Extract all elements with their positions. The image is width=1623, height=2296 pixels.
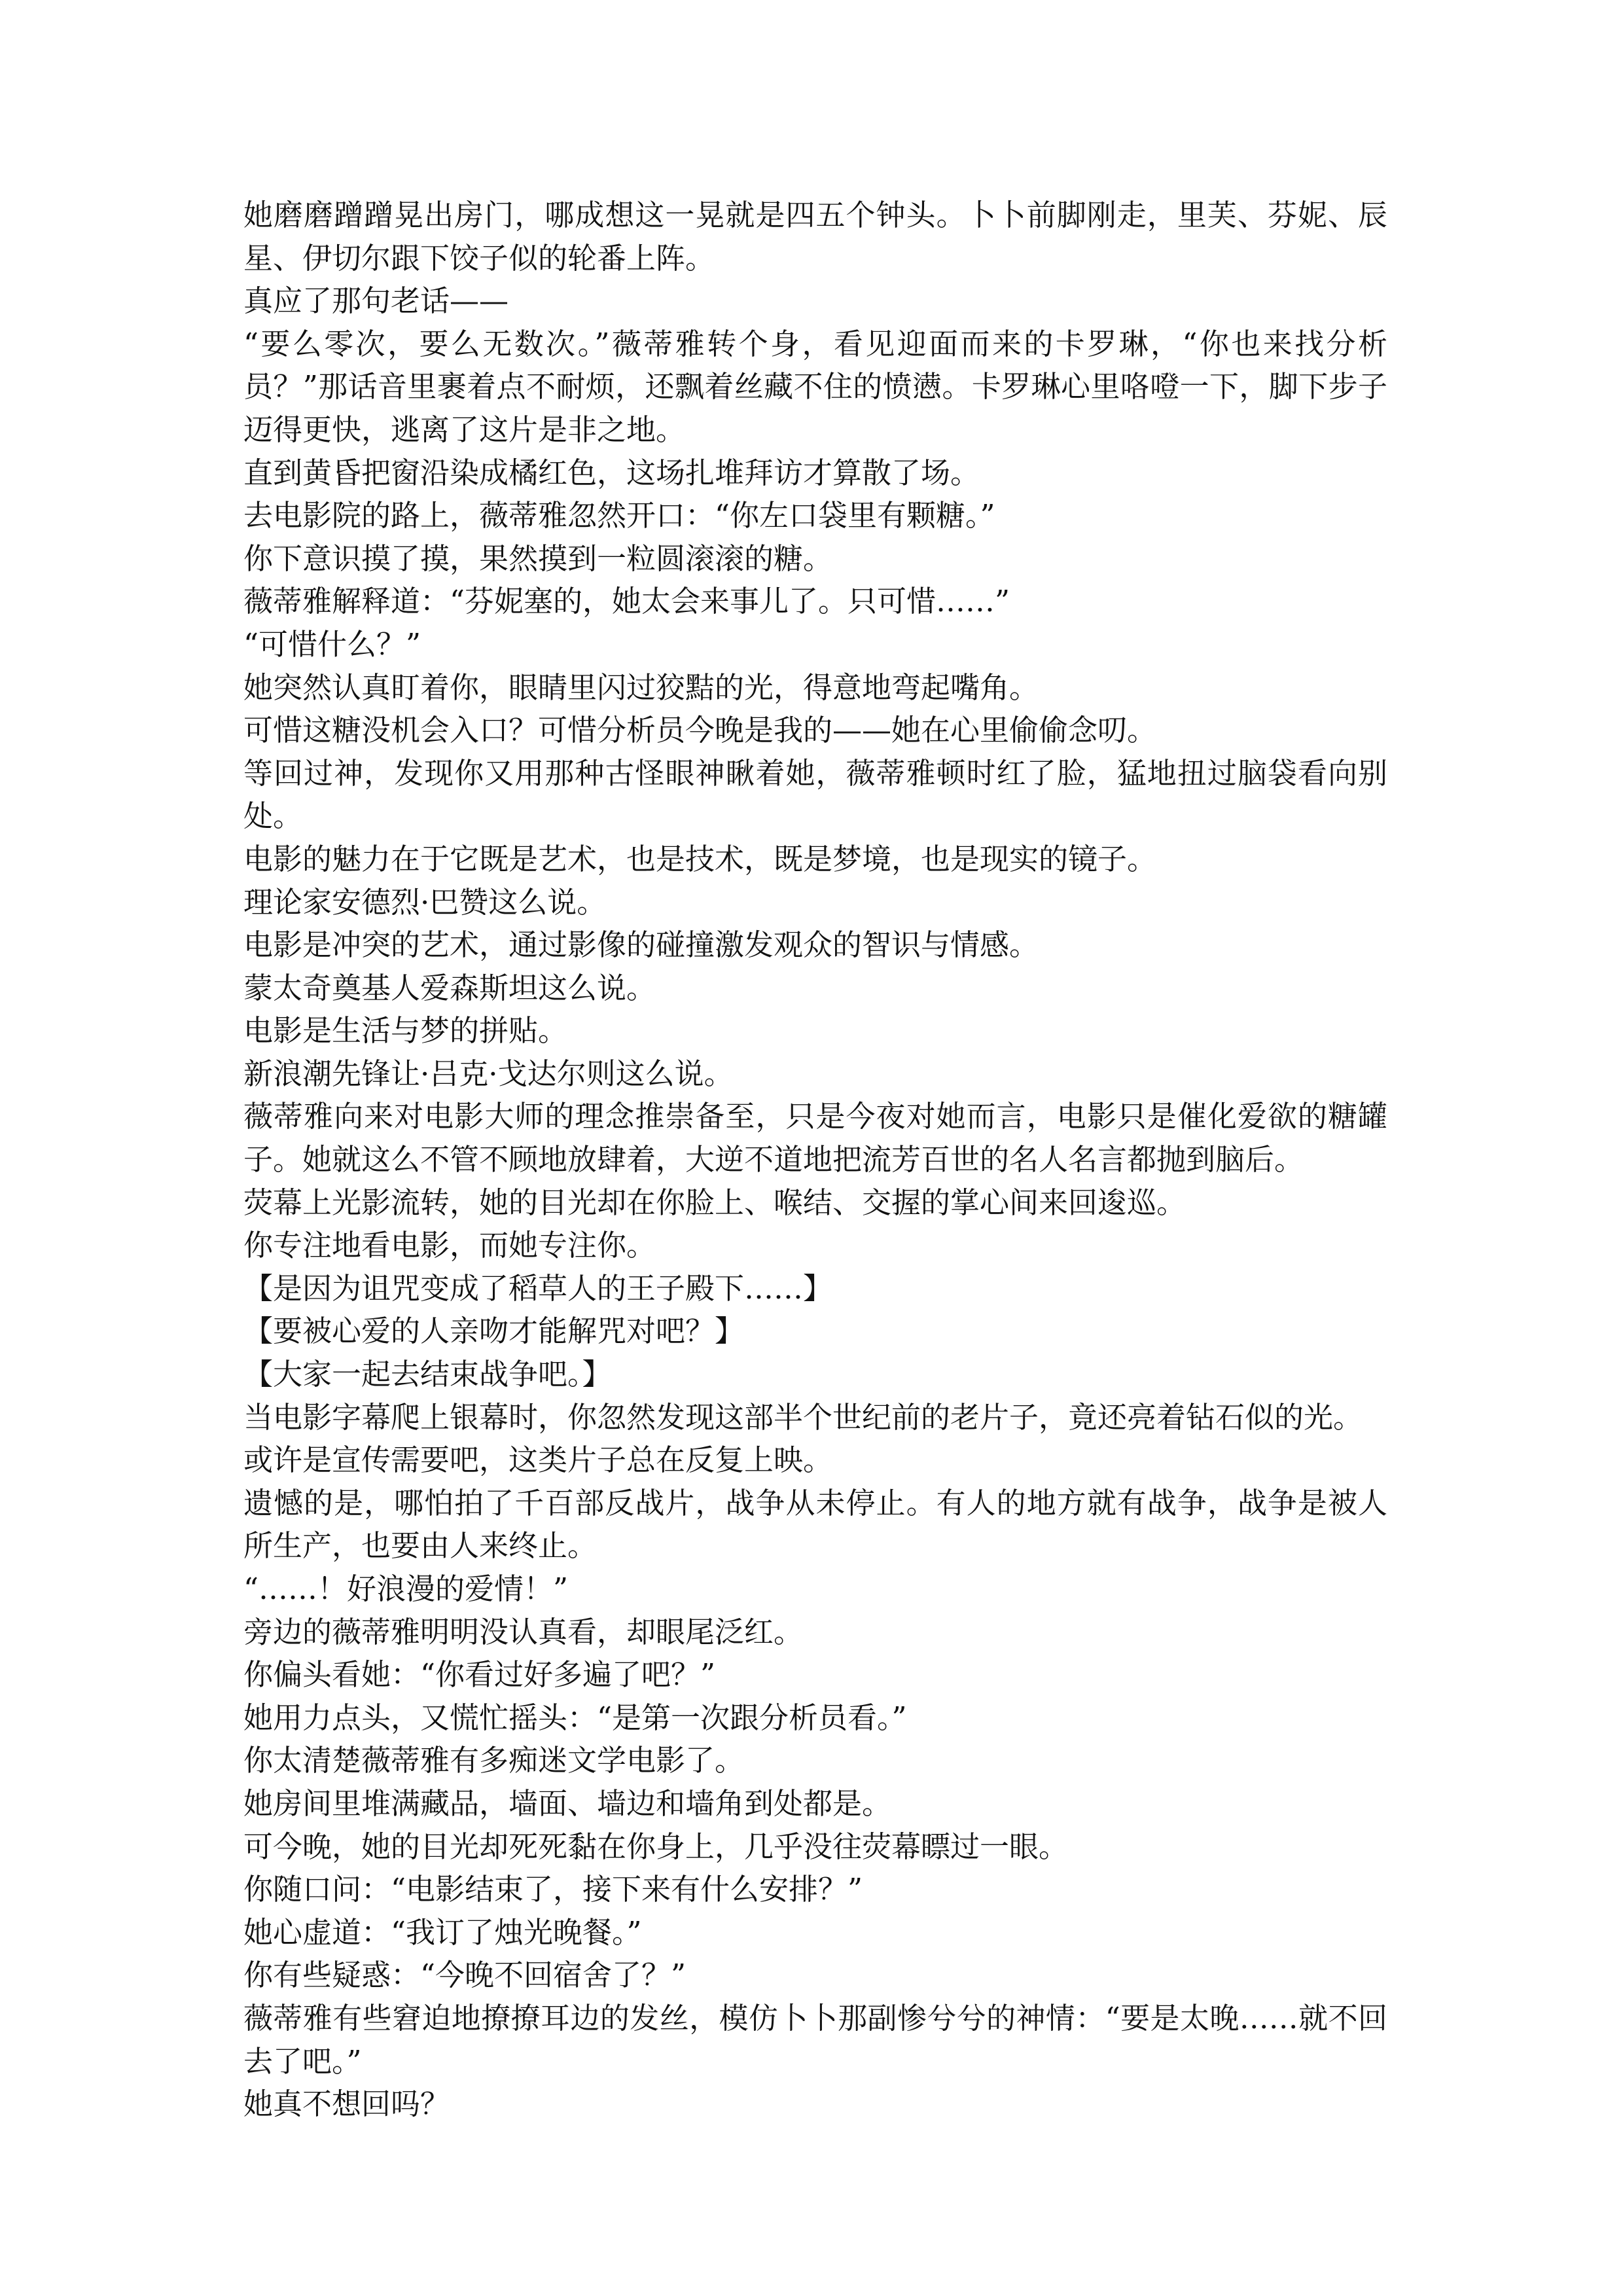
paragraph: 可惜这糖没机会入口？可惜分析员今晚是我的——她在心里偷偷念叨。 [243, 713, 1157, 748]
paragraph: 【大家一起去结束战争吧。】 [243, 1357, 612, 1392]
paragraph: 你随口问：“电影结束了，接下来有什么安排？” [243, 1872, 863, 1907]
paragraph: 新浪潮先锋让·吕克·戈达尔则这么说。 [243, 1056, 734, 1091]
paragraph: 她房间里堆满藏品，墙面、墙边和墙角到处都是。 [243, 1785, 892, 1821]
paragraph: 当电影字幕爬上银幕时，你忽然发现这部半个世纪前的老片子，竟还亮着钻石似的光。 [243, 1399, 1363, 1435]
paragraph: 荧幕上光影流转，她的目光却在你脸上、喉结、交握的掌心间来回逡巡。 [243, 1185, 1186, 1220]
paragraph: 她磨磨蹭蹭晃出房门，哪成想这一晃就是四五个钟头。卜卜前脚刚走，里芙、芬妮、辰星、伊切尔跟下饺子似的轮番上阵。 [243, 198, 1387, 276]
paragraph: 蒙太奇奠基人爱森斯坦这么说。 [243, 970, 656, 1005]
paragraph: 你偏头看她：“你看过好多遍了吧？” [243, 1657, 716, 1693]
paragraph: 电影是冲突的艺术，通过影像的碰撞激发观众的智识与情感。 [243, 927, 1039, 963]
paragraph: 去电影院的路上，薇蒂雅忽然开口：“你左口袋里有颗糖。” [243, 498, 995, 533]
paragraph: 可今晚，她的目光却死死黏在你身上，几乎没往荧幕瞟过一眼。 [243, 1829, 1069, 1864]
paragraph: 薇蒂雅解释道：“芬妮塞的，她太会来事儿了。只可惜……” [243, 584, 1010, 619]
paragraph: 电影的魅力在于它既是艺术，也是技术，既是梦境，也是现实的镜子。 [243, 841, 1157, 876]
paragraph: “可惜什么？” [243, 626, 421, 662]
paragraph: 薇蒂雅向来对电影大师的理念推崇备至，只是今夜对她而言，电影只是催化爱欲的糖罐子。她就这么不管不顾地放肆着，大逆不道地把流芳百世的名人名言都抛到脑后。 [243, 1099, 1387, 1177]
paragraph: 或许是宣传需要吧，这类片子总在反复上映。 [243, 1443, 833, 1478]
paragraph: 理论家安德烈·巴赞这么说。 [243, 884, 607, 920]
paragraph: 直到黄昏把窗沿染成橘红色，这场扎堆拜访才算散了场。 [243, 455, 980, 490]
paragraph: 你有些疑惑：“今晚不回宿舍了？” [243, 1958, 687, 1993]
paragraph: 你专注地看电影，而她专注你。 [243, 1228, 656, 1263]
paragraph: 等回过神，发现你又用那种古怪眼神瞅着她，薇蒂雅顿时红了脸，猛地扭过脑袋看向别处。 [243, 755, 1387, 834]
paragraph: 她真不想回吗？ [243, 2087, 450, 2122]
paragraph: 【要被心爱的人亲吻才能解咒对吧？】 [243, 1314, 745, 1349]
paragraph: “要么零次，要么无数次。”薇蒂雅转个身，看见迎面而来的卡罗琳，“你也来找分析员？”那话音里裹着点不耐烦，还飘着丝藏不住的愤懑。卡罗琳心里咯噔一下，脚下步子迈得更快，逃离了这片是非之地。 [243, 326, 1387, 447]
paragraph: 电影是生活与梦的拼贴。 [243, 1013, 568, 1049]
paragraph: 她突然认真盯着你，眼睛里闪过狡黠的光，得意地弯起嘴角。 [243, 670, 1039, 705]
story-text [243, 194, 1387, 2126]
paragraph: 她用力点头，又慌忙摇头：“是第一次跟分析员看。” [243, 1700, 907, 1735]
paragraph: “……！好浪漫的爱情！” [243, 1571, 569, 1606]
paragraph: 旁边的薇蒂雅明明没认真看，却眼尾泛红。 [243, 1614, 804, 1649]
paragraph: 薇蒂雅有些窘迫地撩撩耳边的发丝，模仿卜卜那副惨兮兮的神情：“要是太晚……就不回去了吧。” [243, 2000, 1387, 2079]
paragraph: 她心虚道：“我订了烛光晚餐。” [243, 1914, 642, 1950]
paragraph: 真应了那句老话—— [243, 283, 509, 319]
paragraph: 你太清楚薇蒂雅有多痴迷文学电影了。 [243, 1743, 745, 1778]
paragraph: 遗憾的是，哪怕拍了千百部反战片，战争从未停止。有人的地方就有战争，战争是被人所生产，也要由人来终止。 [243, 1485, 1387, 1564]
paragraph: 你下意识摸了摸，果然摸到一粒圆滚滚的糖。 [243, 541, 833, 576]
paragraph: 【是因为诅咒变成了稻草人的王子殿下……】 [243, 1270, 833, 1306]
